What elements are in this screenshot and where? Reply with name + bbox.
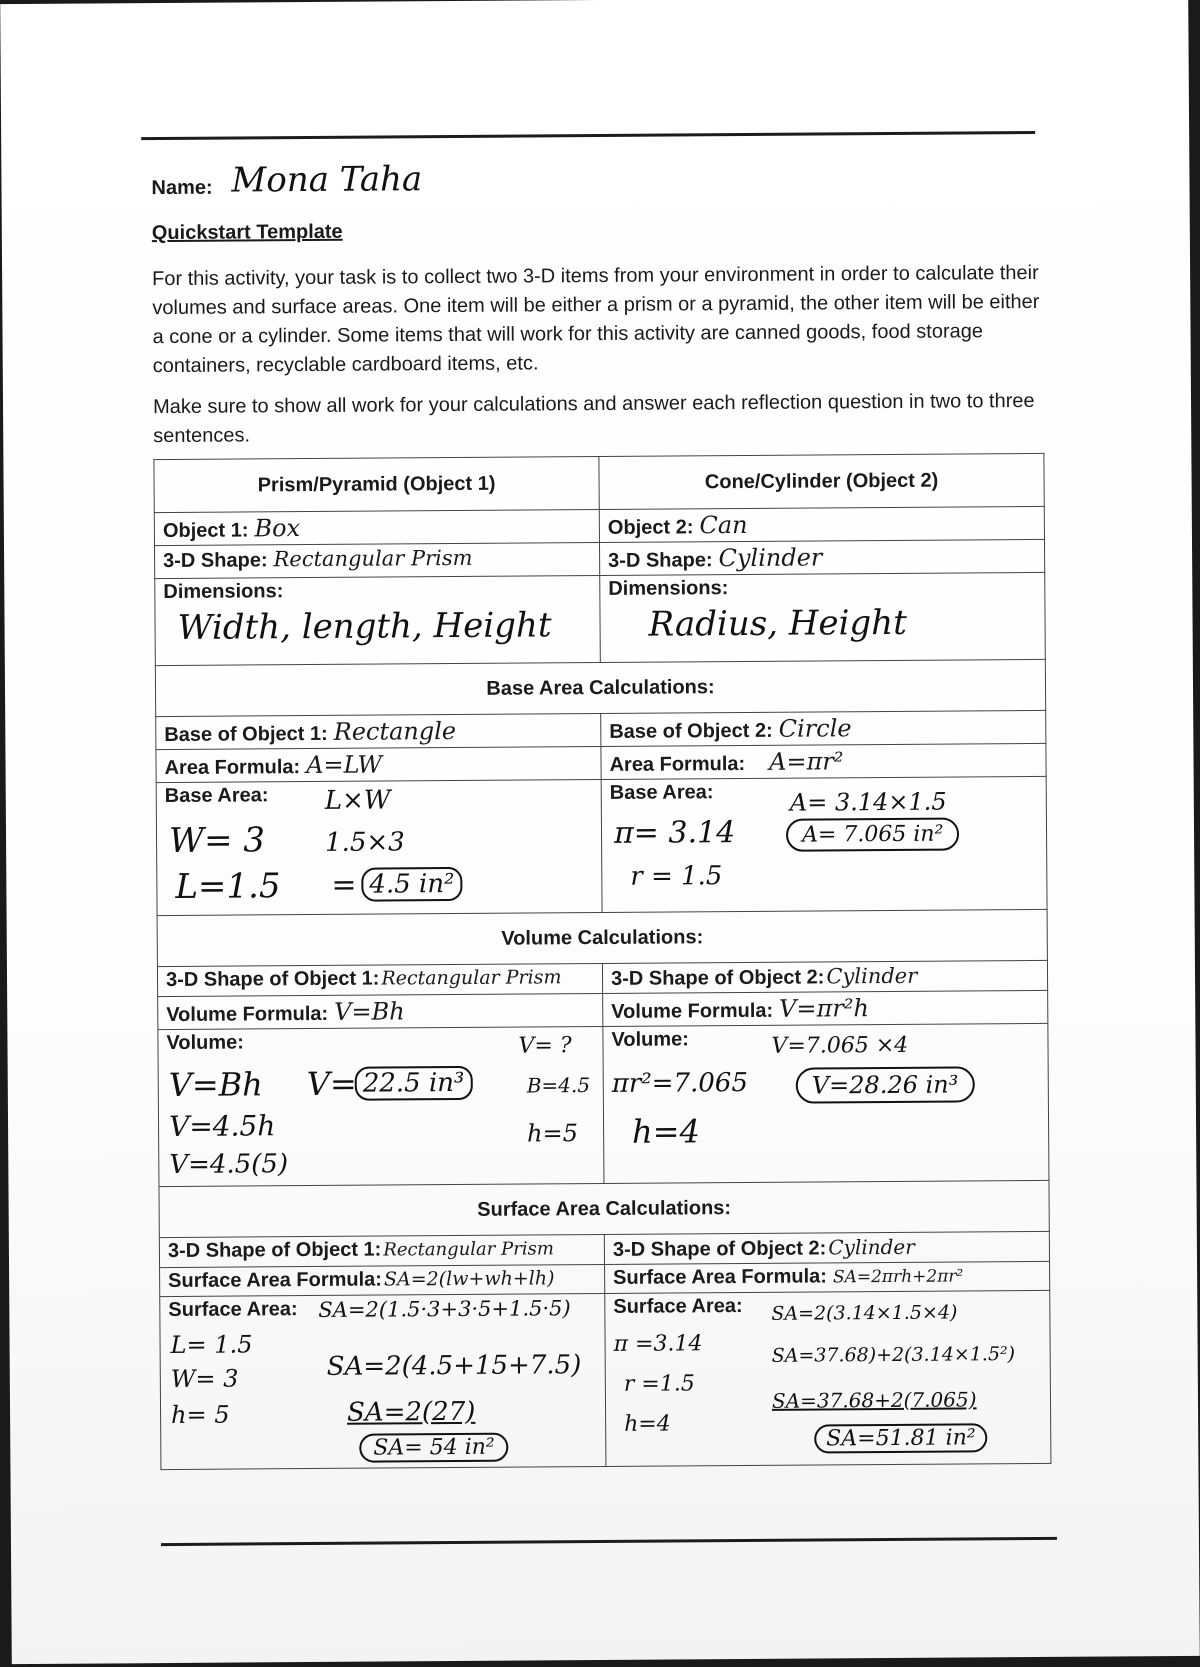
bottom-rule (161, 1537, 1057, 1546)
volume1-label: Volume: (166, 1031, 244, 1055)
base1-work-line: L=1.5 (175, 866, 281, 907)
sa2-work-line: π =3.14 (613, 1331, 703, 1357)
sashape2-label: 3-D Shape of Object 2: (612, 1237, 827, 1261)
sa2-work-line: SA=37.68+2(7.065) (771, 1387, 977, 1413)
object1-value: Box (254, 514, 301, 543)
area-formula2-label: Area Formula: (609, 752, 746, 776)
volume-formula1-label: Volume Formula: (166, 1002, 329, 1027)
sa2-work-line: SA=37.68)+2(3.14×1.5²) (771, 1343, 1016, 1367)
dimensions1-label: Dimensions: (163, 580, 284, 604)
dimensions1-value: Width, length, Height (177, 605, 552, 648)
sa2-answer: SA=51.81 in² (814, 1423, 988, 1453)
col1-header: Prism/Pyramid (Object 1) (154, 456, 599, 512)
base-area2-label: Base Area: (609, 781, 714, 804)
sa1-work-line: W= 3 (170, 1364, 239, 1394)
col2-header: Cone/Cylinder (Object 2) (599, 453, 1044, 509)
volume2-work-line: h=4 (631, 1112, 701, 1151)
sa-section-title: Surface Area Calculations: (159, 1180, 1049, 1237)
volume2-work-line: V=7.065 ×4 (771, 1032, 909, 1059)
base2-label: Base of Object 2: (609, 719, 773, 743)
base1-work-line: 1.5×3 (324, 827, 405, 858)
sa1-work-line: SA=2(1.5·3+3·5+1.5·5) (318, 1296, 571, 1322)
template-title: Quickstart Template (151, 220, 343, 245)
sa1-label: Surface Area: (168, 1298, 298, 1322)
top-rule (141, 131, 1035, 140)
sa1-work-line: SA=2(27) (346, 1396, 476, 1428)
student-name: Mona Taha (231, 159, 423, 201)
base1-label: Base of Object 1: (164, 722, 328, 747)
instructions-paragraph-1: For this activity, your task is to collect two 3-D items from your environment in order to calculate their volumes and surface areas. One item will be either a prism or a pyramid, the other item will be either a cone or a cylinder. Some items that will work for this activity are canned goods, food storage containers, recyclable cardboard items, etc. (152, 261, 1040, 378)
shape2-value: Cylinder (718, 543, 823, 573)
sa2-work-line: h=4 (624, 1411, 671, 1437)
volume1-work (166, 1029, 594, 1181)
area-formula2-value: A=πr² (769, 747, 844, 776)
vshape1-value: Rectangular Prism (381, 966, 562, 990)
sa1-answer: SA= 54 in² (359, 1433, 509, 1463)
base1-value: Rectangle (333, 717, 457, 746)
sashape1-label: 3-D Shape of Object 1: (167, 1238, 382, 1263)
volume1-work-line: B=4.5 (526, 1073, 591, 1098)
name-label: Name: (151, 176, 213, 200)
base-section-title: Base Area Calculations: (155, 659, 1045, 716)
sa-formula1-label: Surface Area Formula: (168, 1268, 382, 1293)
volume1-answer: 22.5 in³ (355, 1066, 473, 1101)
instructions-paragraph-2: Make sure to show all work for your calculations and answer each reflection question in two to three sentences. (152, 389, 1035, 448)
volume-formula1-value: V=Bh (334, 997, 405, 1026)
volume2-answer: V=28.26 in³ (796, 1066, 975, 1103)
base2-answer: A= 7.065 in² (786, 817, 960, 851)
area-formula1-value: A=LW (306, 750, 383, 780)
dimensions2-value: Radius, Height (648, 602, 907, 645)
sa1-work-line: SA=2(4.5+15+7.5) (326, 1350, 582, 1382)
shape1-value: Rectangular Prism (273, 545, 473, 572)
base2-value: Circle (778, 714, 852, 743)
volume2-work-line: πr²=7.065 (611, 1067, 749, 1099)
sa2-work-line: SA=2(3.14×1.5×4) (771, 1301, 958, 1325)
base1-work (164, 782, 593, 907)
vshape2-label: 3-D Shape of Object 2: (610, 966, 825, 990)
object1-label: Object 1: (162, 519, 249, 543)
object2-value: Can (699, 510, 748, 540)
sa-formula2-label: Surface Area Formula: (613, 1265, 827, 1289)
sashape2-value: Cylinder (828, 1234, 915, 1260)
volume2-work (611, 1026, 1039, 1151)
volume2-label: Volume: (611, 1028, 689, 1051)
sa-formula1-value: SA=2(lw+wh+lh) (383, 1267, 555, 1291)
sa-formula2-value: SA=2πrh+2πr² (832, 1266, 964, 1288)
area-formula1-label: Area Formula: (164, 756, 301, 780)
volume1-work-line: V= (306, 1064, 357, 1104)
volume1-work-line: V=4.5h (168, 1109, 276, 1144)
volume-formula2-value: V=πr²h (779, 994, 869, 1023)
volume1-work-line: V=4.5(5) (169, 1149, 289, 1181)
base2-work-line: π= 3.14 (613, 815, 736, 851)
dimensions2-label: Dimensions: (608, 577, 729, 600)
base2-work-line: A= 3.14×1.5 (789, 787, 947, 817)
sa2-work (613, 1293, 1041, 1452)
sa2-work-line: r =1.5 (623, 1371, 695, 1397)
object2-label: Object 2: (607, 516, 694, 539)
base1-answer: 4.5 in² (361, 867, 462, 902)
shape2-label: 3-D Shape: (608, 549, 713, 572)
base-area1-label: Base Area: (164, 784, 269, 808)
volume-section-title: Volume Calculations: (157, 909, 1047, 966)
base1-work-line: W= 3 (168, 820, 266, 862)
volume1-work-line: V= ? (518, 1033, 572, 1059)
base2-work-line: r = 1.5 (630, 861, 723, 892)
sa1-work-line: h= 5 (170, 1400, 230, 1430)
sashape1-value: Rectangular Prism (383, 1238, 554, 1261)
volume1-work-line: h=5 (527, 1119, 579, 1148)
vshape2-value: Cylinder (826, 963, 918, 989)
shape1-label: 3-D Shape: (163, 549, 268, 573)
sa1-work (168, 1296, 596, 1461)
base2-work (609, 779, 1038, 892)
vshape1-label: 3-D Shape of Object 1: (165, 967, 380, 992)
sa1-work-line: L= 1.5 (170, 1330, 253, 1360)
base1-work-line: = (331, 867, 357, 903)
calculation-table (153, 453, 1051, 1470)
base1-work-line: L×W (324, 785, 391, 816)
volume1-work-line: V=Bh (168, 1065, 263, 1105)
volume-formula2-label: Volume Formula: (611, 999, 774, 1023)
sa2-label: Surface Area: (613, 1295, 743, 1318)
